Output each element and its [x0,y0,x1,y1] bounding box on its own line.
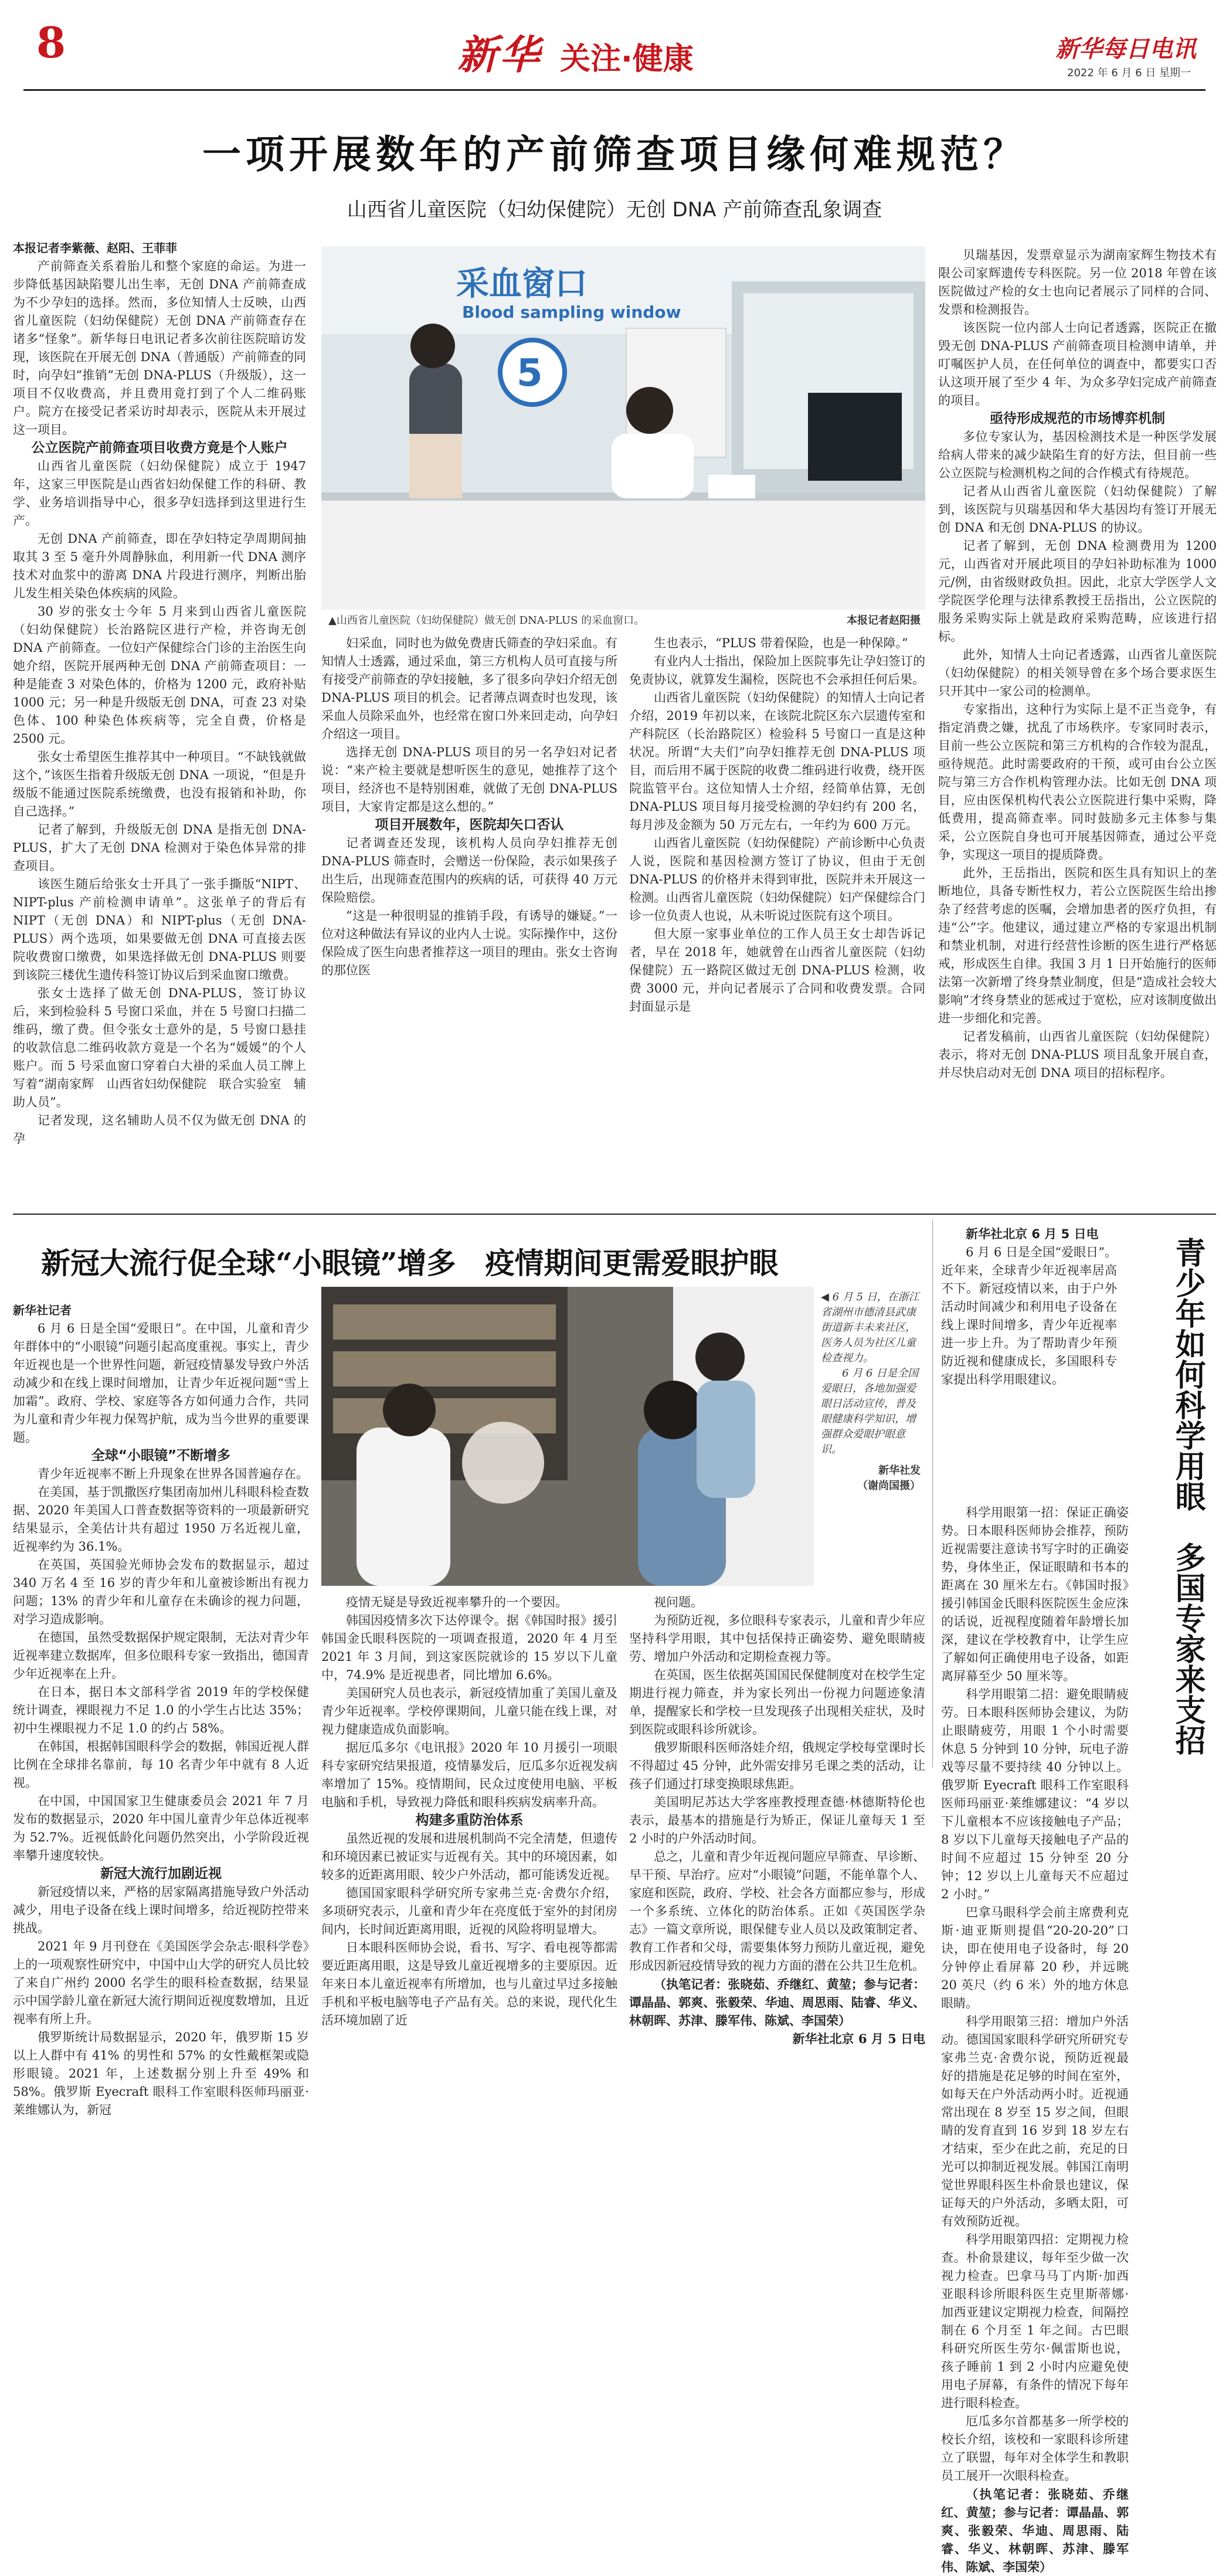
paragraph: 但大原一家事业单位的工作人员王女士却告诉记者，早在 2018 年，她就曾在山西省儿童医院（妇幼保健院）五一路院区做过无创 DNA-PLUS 检测，收费 3000 元，并向记者展示了合同和收费发票。合同封面显示是 [629,927,925,1014]
paragraph: 多位专家认为，基因检测技术是一种医学发展给病人带来的减少缺陷生育的好方法，但目前一些公立医院与检测机构之间的合作模式有待规范。 [938,430,1217,480]
paragraph: 厄瓜多尔首都基多一所学校的校长介绍，该校和一家眼科诊所建立了联盟，每年对全体学生和教职员工展开一次眼科检查。 [941,2414,1129,2483]
blood-sampling-window-illustration [321,246,925,610]
paragraph: 专家指出，这种行为实际上是不正当竞争，有指定消费之嫌，扰乱了市场秩序。专家同时表示，目前一些公立医院和第三方机构的合作较为混乱，亟待规范。此时需要政府的干预，或可由台公立医院与第三方合作机构管理办法。比如无创 DNA 项目，应由医保机构代表公立医院进行集中采购，降低费用，提高筛查率。同时鼓励多元主体参与集采，公立医院自身也可开展基因筛查，通过公平竞争，实现这一项目的提质降费。 [938,702,1217,862]
article1-subheading-1: 公立医院产前筛查项目收费方竟是个人账户 [31,440,288,456]
window-sign: 采血窗口 [456,265,588,303]
article2-col3 [629,1593,925,2046]
article1-photo-credit: 本报记者赵阳摄 [847,614,921,627]
article1-col3 [629,634,925,1207]
paragraph: 记者调查还发现，该机构人员向孕妇推荐无创 DNA-PLUS 筛查时，会赠送一份保险，表示如果孩子出生后，出现筛查范围内的疾病的话，可获得 40 万元保险赔偿。 [321,836,617,905]
paragraph: 俄罗斯统计局数据显示，2020 年，俄罗斯 15 岁以上人群中有 41% 的男性和 57% 的女性戴框架或隐形眼镜。2021 年，上述数据分别上升至 49% 和 58%。俄罗斯 Eyecraft 眼科工作室眼科医师玛丽亚·莱维娜认为，新冠 [13,2030,309,2117]
paragraph: 在英国，医生依据英国国民保健制度对在校学生定期进行视力筛查，并为家长列出一份视力问题迹象清单，提醒家长和学校一旦发现孩子出现相关症状，及时到医院或眼科诊所就诊。 [629,1668,925,1736]
paragraph: 在美国，基于凯撒医疗集团南加州儿科眼科检查数据、2020 年美国人口普查数据等资料的一项最新研究结果显示，全美估计共有超过 1950 万名近视儿童，近视率约为 36.1%。 [13,1485,309,1554]
masthead-rule [23,89,1206,91]
paragraph: 科学用眼第一招：保证正确姿势。日本眼科医师协会推荐，预防近视需要注意读书写字时的正确姿势，身体坐正，保证眼睛和书本的距离在 30 厘米左右。《韩国时报》援引韩国金氏眼科医院医生金应洙的话说，近视程度随着年龄增长加深，建议在学校教育中，让学生应了解如何正确使用电子设备，如距离屏幕至少 50 厘米等。 [941,1506,1129,1683]
paragraph: 美国明尼苏达大学客座教授理查德·林德斯特伦也表示，最基本的措施是行为矫正，保证儿童每天 1 至 2 小时的户外活动时间。 [629,1795,925,1846]
article2-headline: 新冠大流行促全球“小眼镜”增多 疫情期间更需爱眼护眼 [41,1246,779,1280]
paragraph: 在日本，据日本文部科学省 2019 年的学校保健统计调查，裸眼视力不足 1.0 的小学生占比达 35%；初中生裸眼视力不足 1.0 的约占 58%。 [13,1685,309,1735]
caption-text: 6 月 6 日是全国爱眼日，各地加强爱眼日活动宣传，普及眼健康科学知识，增强群众爱眼护眼意识。 [821,1367,919,1456]
article2-subheading-1: 全球“小眼镜”不断增多 [91,1448,231,1463]
article2-byline: 新华社记者 [13,1303,72,1317]
paragraph: 山西省儿童医院（妇幼保健院）成立于 1947 年，这家三甲医院是山西省妇幼保健工作的科研、教学、业务培训指导中心，很多孕妇选择到这里进行生产。 [13,459,306,528]
article1-col2 [321,634,617,1207]
article3-narrow [941,1225,1117,1501]
paragraph: 该医院一位内部人士向记者透露，医院正在撤毁无创 DNA-PLUS 产前筛查项目检测申请单，并叮嘱医护人员，在任何单位的调查中，都要实口否认这项开展了至少 4 年、为众多孕妇完成产前筛查的项目。 [938,321,1217,407]
paragraph: 6 月 6 日是全国“爱眼日”。近年来，全球青少年近视率居高不下。新冠疫情以来，由于户外活动时间减少和利用电子设备在线上课时间增多，青少年近视率进一步上升。为了帮助青少年预防近视和健康成长，多国眼科专家提出科学用眼建议。 [941,1245,1117,1386]
paragraph: 产前筛查关系着胎儿和整个家庭的命运。为进一步降低基因缺陷婴儿出生率，无创 DNA 产前筛查成为不少孕妇的选择。然而，多位知情人士反映，山西省儿童医院（妇幼保健院）无创 DNA 产前筛查存在诸多“怪象”。新华每日电讯记者多次前往医院暗访发现，该医院在开展无创 DNA（普通版）产前筛查的同时，向孕妇“推销”无创 DNA-PLUS（升级版），这一项目不仅收费高，并且费用竟打到了个人二维码账户。院方在接受记者采访时却表示，医院从未开展过这一项目。 [13,259,306,437]
article1-subhead: 山西省儿童医院（妇幼保健院）无创 DNA 产前筛查乱象调查 [347,198,882,222]
article1-col1 [13,239,306,1207]
paragraph: 科学用眼第四招：定期视力检查。朴俞景建议，每年至少做一次视力检查。巴拿马马丁内斯·加西亚眼科诊所眼科医生克里斯蒂娜·加西亚建议定期视力检查，间隔控制在 6 个月至 1 年之间。古巴眼科研究所医生劳尔·佩雷斯也说，孩子睡前 1 到 2 小时内应避免使用电子屏幕，有条件的情况下每年进行眼科检查。 [941,2232,1129,2410]
paragraph: 此外，知情人士向记者透露，山西省儿童医院（妇幼保健院）的相关领导曾在多个场合要求医生只开其中一家公司的检测单。 [938,648,1217,698]
paragraph: 张女士希望医生推荐其中一种项目。“不缺钱就做这个，”该医生指着升级版无创 DNA 一项说，“但是升级版不能通过医院系统缴费，也没有报销和补助，你自己选择。” [13,750,306,818]
paper-name: 新华每日电讯 [1055,35,1196,63]
paragraph: 选择无创 DNA-PLUS 项目的另一名孕妇对记者说：“来产检主要就是想听医生的意见，她推荐了这个项目，经济也不是特别困难，就做了无创 DNA-PLUS 项目，大家肯定都是这么想的。” [321,745,617,814]
paragraph: 疫情无疑是导致近视率攀升的一个要因。 [346,1595,568,1609]
paragraph: 科学用眼第三招：增加户外活动。德国国家眼科学研究所研究专家弗兰克·舍费尔说，预防近视最好的措施是花足够的时间在室外，如每天在户外活动两小时。近视通常出现在 8 岁至 15 岁之间，但眼睛的发育直到 16 岁到 18 岁左右才结束，至少在此之前，充足的日光可以抑制近视发展。韩国江南明觉世界眼科医生朴俞景也建议，保证每天的户外活动，多晒太阳，可有效预防近视。 [941,2014,1129,2228]
article1-photo-caption: ▲山西省儿童医院（妇幼保健院）做无创 DNA-PLUS 的采血窗口。 [328,614,645,627]
paragraph: 日本眼科医师协会说，看书、写字、看电视等都需要近距离用眼，这是导致儿童近视增多的主要原因。近年来日本儿童近视率有所增加，也与儿童过早过多接触手机和平板电脑等电子产品有关。总的来说，现代化生活环境加剧了近 [321,1941,617,2027]
article3-wide [941,1504,1129,2574]
paragraph: 在德国，虽然受数据保护规定限制，无法对青少年近视率建立数据库，但多位眼科专家一致指出，德国青少年近视率在上升。 [13,1630,309,1681]
paragraph: 30 岁的张女士今年 5 月来到山西省儿童医院（妇幼保健院）长治路院区进行产检，并咨询无创 DNA 产前筛查。一位妇产保健综合门诊的主治医生向她介绍，医院开展两种无创 DNA 产前筛查项目：一种是能查 3 对染色体的，价格为 1200 元，政府补贴 1000 元；另一种是升级版无创 DNA，可查 23 对染色体、100 种染色体疾病等，完全自费，价格是 2500 元。 [13,604,306,746]
paragraph: 韩国因疫情多次下达停课令。据《韩国时报》援引韩国金氏眼科医院的一项调查报道，2020 年 4 月至 2021 年 3 月间，到这家医院就诊的 15 岁以下儿童中，74.9% 是近视患者，同比增加 6.6%。 [321,1613,617,1682]
paragraph: 总之，儿童和青少年近视问题应早筛查、早诊断、早干预、早治疗。应对“小眼镜”问题，不能单靠个人、家庭和医院，政府、学校、社会各方面都应参与，形成一个多系统、立体化的防治体系。正如《英国医学杂志》一篇文章所说，眼保健专业人员以及政策制定者、教育工作者和父母，需要集体努力预防儿童近视，避免形成因新冠疫情导致的视力方面的潜在公共卫生危机。 [629,1850,925,1973]
paragraph: 虽然近视的发展和进展机制尚不完全清楚，但遗传和环境因素已被证实与近视有关。其中的环境因素，如较多的近距离用眼、较少户外活动，都可能诱发近视。 [321,1831,617,1882]
article1-col4 [938,246,1217,1207]
article1-headline: 一项开展数年的产前筛查项目缘何难规范？ [202,131,1027,177]
section-divider [13,1214,1216,1215]
paragraph: 在韩国，根据韩国眼科学会的数据，韩国近视人群比例在全球排名靠前，每 10 名青少年中就有 8 人近视。 [13,1739,309,1790]
article2-subheading-2: 新冠大流行加剧近视 [100,1866,222,1881]
article3-headline: 青少年如何科学用眼 多国专家来支招 [1170,1237,1206,1755]
paragraph: 德国国家眼科学研究所专家弗兰克·舍费尔介绍，多项研究表示，儿童和青少年在亮度低于室外的封闭房间内，长时间近距离用眼，近视的风险将明显增大。 [321,1886,617,1936]
brand-logo: 新华 [457,32,542,79]
paragraph: 6 月 6 日是全国“爱眼日”。在中国，儿童和青少年群体中的“小眼镜”问题引起高度重视。事实上，青少年近视也是一个世界性问题，新冠疫情暴发导致户外活动减少和在线上课时间增加，让青少年近视问题“雪上加霜”。政府、学校、家庭等各方如何通力合作，共同为儿童和青少年视力保驾护航，成为当今世界的重要课题。 [13,1321,309,1445]
paragraph: 该医生随后给张女士开具了一张手撕版“NIPT、NIPT-plus 产前检测申请单”。这张单子的背后有 NIPT（无创 DNA）和 NIPT-plus（无创 DNA-PLUS）两个选项，如果要做无创 DNA 可直接去医院收费窗口缴费，如果选择做无创 DNA-PLUS 则要到该院三楼优生遗传科签订协议后到采血窗口缴费。 [13,877,306,982]
paragraph: “这是一种很明显的推销手段，有诱导的嫌疑。”一位对这种做法有异议的业内人士说。实际操作中，这份保险成了医生向患者推荐这一项目的理由。张女士咨询的那位医 [321,909,617,977]
paragraph: 新冠疫情以来，严格的居家隔离措施导致户外活动减少，用电子设备在线上课时间增多，给近视防控带来挑战。 [13,1885,309,1935]
paragraph: 山西省儿童医院（妇幼保健院）的知情人士向记者介绍，2019 年初以来，在该院北院区东六层遗传室和产科院区（长治路院区）检验科 5 号窗口一直是这种状况。所谓“大夫们”向孕妇推荐无创 DNA-PLUS 项目，而后用不属于医院的收费二维码进行收费，绕开医院监管平台。这位知情人士介绍，经简单估算，无创 DNA-PLUS 项目每月接受检测的孕妇约有 200 名，每月涉及金额为 50 万元左右，一年约为 600 万元。 [629,691,925,832]
paragraph: 在中国，中国国家卫生健康委员会 2021 年 7 月发布的数据显示，2020 年中国儿童青少年总体近视率为 52.7%。近视低龄化问题仍然突出，小学阶段近视率攀升速度较快。 [13,1794,309,1863]
paragraph: 视问题。 [654,1595,703,1609]
article2-footer-dateline: 新华社北京 6 月 5 日电 [792,2031,925,2046]
paragraph: 记者了解到，无创 DNA 检测费用为 1200 元，山西省对开展此项目的孕妇补助标准为 1000 元/例，由省级财政负担。因此，北京大学医学人文学院医学伦理与法律系教授王岳指出，公立医院的服务采购实际上就是政府采购范畴，应该进行招标。 [938,539,1217,644]
sidebar-divider [932,1219,933,1768]
article1-photo [321,246,925,610]
paragraph: 山西省儿童医院（妇幼保健院）产前诊断中心负责人说，医院和基因检测方签订了协议，但由于无创 DNA-PLUS 的价格并未得到审批，医院并未开展这一检测。山西省儿童医院（妇幼保健院）妇产保健综合门诊一位负责人也说，从未听说过医院有这个项目。 [629,836,925,923]
paragraph: 巴拿马眼科学会前主席费利克斯·迪亚斯则提倡“20-20-20”口诀，即在使用电子设备时，每 20 分钟停止看屏幕 20 秒，并远眺 20 英尺（约 6 米）外的地方休息眼睛。 [941,1905,1129,2010]
issue-date: 2022 年 6 月 6 日 星期一 [1067,67,1191,79]
paragraph: 记者了解到，升级版无创 DNA 是指无创 DNA-PLUS，扩大了无创 DNA 检测对于染色体异常的排查项目。 [13,823,306,873]
article2-author-note: （执笔记者：张晓茹、乔继红、黄堃；参与记者：谭晶晶、郭爽、张毅荣、华迪、周思雨、陆睿、华义、林朝晖、苏津、滕军伟、陈斌、李国荣） [629,1977,925,2028]
paragraph: 生也表示，“PLUS 带着保险，也是一种保障。” [654,636,908,650]
paragraph: 记者发稿前，山西省儿童医院（妇幼保健院）表示，将对无创 DNA-PLUS 项目乱象开展自查，并尽快启动对无创 DNA 项目的招标程序。 [938,1029,1217,1080]
article3-author-note: （执笔记者：张晓茹、乔继红、黄堃；参与记者：谭晶晶、郭爽、张毅荣、华迪、周思雨、陆睿、华义、林朝晖、苏津、滕军伟、陈斌、李国荣） [941,2487,1129,2574]
article1-byline: 本报记者李紫薇、赵阳、王菲菲 [13,241,177,255]
paragraph: 科学用眼第二招：避免眼睛疲劳。日本眼科医师协会建议，为防止眼睛疲劳，用眼 1 个小时需要休息 5 分钟到 10 分钟，玩电子游戏等尽量不要持续 40 分钟以上。俄罗斯 Eyecraft 眼科工作室眼科医师玛丽亚·莱维娜建议：“4 岁以下儿童根本不应该接触电子产品；8 岁以下儿童每天接触电子产品的时间不应超过 15 分钟至 20 分钟；12 岁以上儿童每天不应超过 2 小时。” [941,1687,1129,1901]
paragraph: 青少年近视率不断上升现象在世界各国普遍存在。 [38,1467,308,1481]
paragraph: 美国研究人员也表示，新冠疫情加重了美国儿童及青少年近视率。学校停课期间，儿童只能在线上课，对视力健康造成负面影响。 [321,1686,617,1736]
article2-photo [321,1287,814,1586]
paragraph: 2021 年 9 月刊登在《美国医学会杂志·眼科学卷》上的一项观察性研究中，中国中山大学的研究人员比较了来自广州约 2000 名学生的眼科检查数据，结果显示中国学龄儿童在新冠大流行期间近视度数增加，且近视率有所上升。 [13,1939,309,2026]
article2-subheading-3: 构建多重防治体系 [415,1813,524,1828]
eye-exam-illustration [321,1287,814,1586]
window-sign-en: Blood sampling window [462,303,681,322]
paragraph: 妇采血，同时也为做免费唐氏筛查的孕妇采血。有知情人士透露，通过采血，第三方机构人员可直接与所有接受产前筛查的孕妇接触，多了很多向孕妇介绍无创 DNA-PLUS 项目的机会。记者薄点调查时也发现，该采血人员除采血外，也经常在窗口外来回走动，向孕妇介绍这一项目。 [321,636,617,741]
section-title: 关注·健康 [560,42,694,77]
article2-col1 [13,1301,309,2117]
paragraph: 张女士选择了做无创 DNA-PLUS，签订协议后，来到检验科 5 号窗口采血，并在 5 号窗口扫描二维码，缴了费。但令张女士意外的是，5 号窗口悬挂的收款信息二维码收款方竟是一个名为“媛媛”的个人账户。而 5 号采血窗口穿着白大褂的采血人员工牌上写着“湖南家辉 山西省妇幼保健院 联合实验室 辅助人员”。 [13,986,306,1109]
photo-credit: 新华社发 （谢尚国摄） [857,1464,921,1492]
paragraph: 为预防近视，多位眼科专家表示，儿童和青少年应坚持科学用眼，其中包括保持正确姿势、避免眼睛疲劳、增加户外活动和定期检查视力等。 [629,1613,925,1664]
paragraph: 记者从山西省儿童医院（妇幼保健院）了解到，该医院与贝瑞基因和华大基因均有签订开展无创 DNA 和无创 DNA-PLUS 的协议。 [938,484,1217,535]
paragraph: 据厄瓜多尔《电讯报》2020 年 10 月援引一项眼科专家研究结果报道，疫情暴发后，厄瓜多尔近视发病率增加了 15%。疫情期间，民众过度使用电脑、平板电脑和手机，导致视力降低和眼科疾病发病率升高。 [321,1741,617,1809]
paragraph: 此外，王岳指出，医院和医生具有知识上的垄断地位，具备专断性权力，若公立医院医生给出掺杂了经营考虑的医嘱，会增加患者的医疗负担，有违“公”字。他建议，通过建立严格的专家退出机制和禁业机制，对进行经营性诊断的医生进行严格惩戒，形成医生自律。我国 3 月 1 日开始施行的医师法第一次新增了终身禁业制度，但是“造成社会较大影响”才终身禁业的惩戒过于宽松，应对该制度做出进一步细化和完善。 [938,866,1217,1025]
page-number: 8 [36,18,66,67]
paragraph: 有业内人士指出，保险加上医院事先让孕妇签订的免责协议，就算发生漏检，医院也不会承担任何后果。 [629,654,925,687]
paragraph: 记者发现，这名辅助人员不仅为做无创 DNA 的孕 [13,1113,306,1146]
paragraph: 无创 DNA 产前筛查，即在孕妇特定孕周期间抽取其 3 至 5 毫升外周静脉血，利用新一代 DNA 测序技术对血浆中的游离 DNA 片段进行测序，判断出胎儿发生相关染色体疾病的风险。 [13,532,306,600]
article3-dateline: 新华社北京 6 月 5 日电 [966,1227,1099,1241]
paragraph: 贝瑞基因，发票章显示为湖南家辉生物技术有限公司家辉遗传专科医院。另一位 2018 年曾在该医院做过产检的女士也向记者展示了同样的合同、发票和检测报告。 [938,248,1217,317]
paragraph: 在英国，英国验光师协会发布的数据显示，超过 340 万名 4 至 16 岁的青少年和儿童被诊断出有视力问题；13% 的青少年和儿童存在未确诊的视力问题，对学习造成影响。 [13,1558,309,1626]
masthead [0,0,1229,88]
article2-col2 [321,1593,617,2027]
article1-subheading-3: 亟待形成规范的市场博弈机制 [990,411,1165,426]
article1-subheading-2: 项目开展数年，医院却矢口否认 [375,817,564,832]
paragraph: 俄罗斯眼科医师洛娃介绍，俄规定学校每堂课时长不得超过 45 分钟，此外需安排另毛课之类的活动，让孩子们通过打球变换眼球焦距。 [629,1741,925,1791]
window-number: 5 [517,352,543,395]
caption-text: ◀ 6 月 5 日，在浙江省湖州市德清县武康街道新丰未来社区，医务人员为社区儿童检查视力。 [821,1291,919,1364]
article2-photo-caption [821,1290,921,1494]
